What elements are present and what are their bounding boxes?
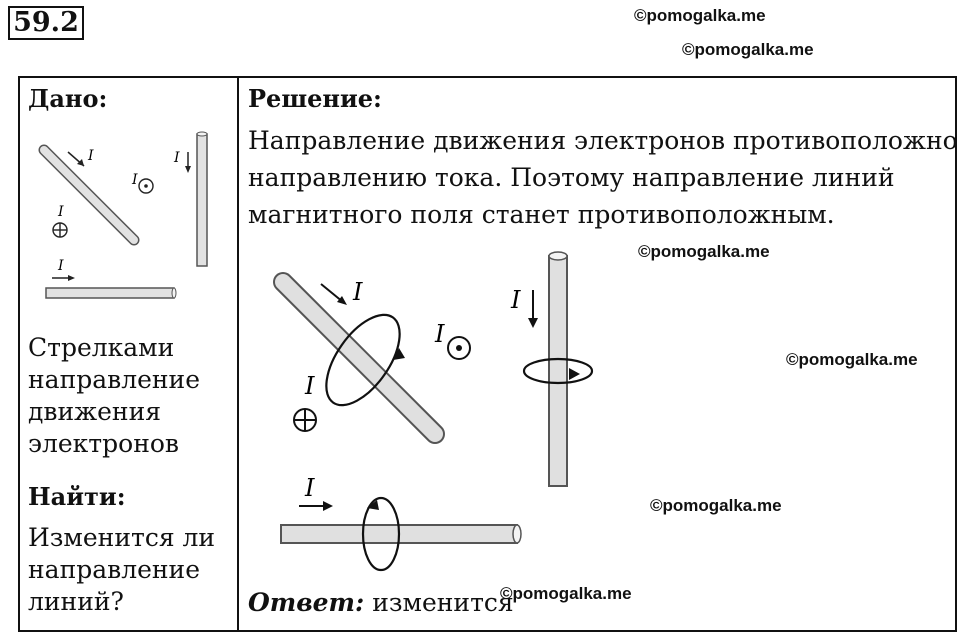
- answer-value: изменится: [372, 588, 514, 617]
- svg-text:I: I: [58, 204, 64, 220]
- problem-number: 59.2: [8, 6, 84, 40]
- solution-heading: Решение:: [248, 84, 382, 113]
- watermark: ©pomogalka.me: [650, 496, 782, 515]
- watermark: ©pomogalka.me: [638, 242, 770, 261]
- svg-text:I: I: [174, 150, 180, 166]
- svg-text:I: I: [511, 286, 521, 314]
- answer-label: Ответ:: [248, 588, 365, 617]
- find-heading: Найти:: [28, 482, 126, 511]
- given-text: Стрелками направление движения электронов: [28, 333, 201, 458]
- svg-text:I: I: [58, 258, 64, 274]
- watermark: ©pomogalka.me: [682, 40, 814, 59]
- svg-text:I: I: [353, 278, 363, 306]
- watermark: ©pomogalka.me: [786, 350, 918, 369]
- solution-figure: [255, 238, 615, 583]
- watermark: ©pomogalka.me: [634, 6, 766, 25]
- watermark: ©pomogalka.me: [500, 584, 632, 603]
- svg-text:I: I: [88, 148, 94, 164]
- svg-text:I: I: [132, 172, 138, 188]
- answer: [248, 588, 514, 617]
- given-figure: [28, 118, 228, 318]
- solution-text: Направление движения электронов противоположно направлению тока. Поэтому направление линий магнитного поля станет противоположным.: [248, 126, 958, 229]
- svg-text:I: I: [305, 372, 315, 400]
- svg-text:I: I: [435, 320, 445, 348]
- svg-text:I: I: [305, 474, 315, 502]
- column-divider: [237, 76, 239, 632]
- find-text: Изменится ли направление линий?: [28, 523, 216, 616]
- given-heading: Дано:: [28, 84, 108, 113]
